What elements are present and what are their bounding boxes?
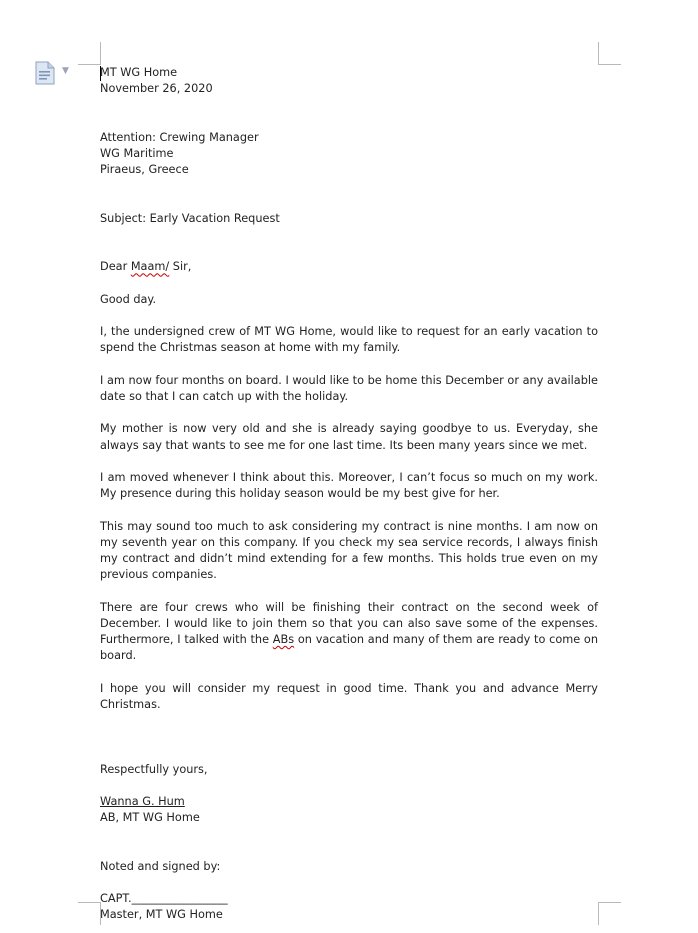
attention-line: Attention: Crewing Manager bbox=[100, 130, 259, 144]
salutation bbox=[100, 259, 598, 275]
crop-mark-top-right bbox=[598, 42, 621, 65]
greeting: Good day. bbox=[100, 292, 157, 306]
captain-signature-line: CAPT._________________ bbox=[100, 892, 228, 906]
paragraph-7: I hope you will consider my request in good time. Thank you and advance Merry Christmas. bbox=[100, 681, 598, 711]
letter-date: November 26, 2020 bbox=[100, 82, 213, 96]
paragraph-6 bbox=[100, 600, 598, 665]
noted-line: Noted and signed by: bbox=[100, 859, 221, 873]
document-icon[interactable] bbox=[34, 61, 56, 85]
subject-line: Subject: Early Vacation Request bbox=[100, 211, 280, 225]
signer-name: Wanna G. Hum bbox=[100, 794, 185, 808]
recipient-location: Piraeus, Greece bbox=[100, 163, 189, 177]
closing: Respectfully yours, bbox=[100, 762, 208, 776]
paragraph-5: This may sound too much to ask considering my contract is nine months. I am now on my seventh year on this company. If you check my sea service records, I always finish my contract and didn’t mind extending for a few months. This holds true even on my previous companies. bbox=[100, 519, 598, 582]
salutation-suffix: Sir, bbox=[169, 260, 192, 274]
recipient-company: WG Maritime bbox=[100, 147, 174, 160]
crop-mark-top-left bbox=[78, 42, 101, 65]
letter-body[interactable] bbox=[100, 65, 598, 924]
signer-title: AB, MT WG Home bbox=[100, 811, 200, 825]
paragraph-1: I, the undersigned crew of MT WG Home, would like to request for an early vacation to spend the Christmas season at home with my family. bbox=[100, 325, 598, 355]
paragraph-2: I am now four months on board. I would like to be home this December or any available date so that I can catch up with the holiday. bbox=[100, 373, 598, 403]
dropdown-arrow-icon[interactable]: ▼ bbox=[62, 66, 69, 76]
paragraph-4: I am moved whenever I think about this. Moreover, I can’t focus so much on my work. My presence during this holiday season would be my best give for her. bbox=[100, 470, 598, 501]
master-title: Master, MT WG Home bbox=[100, 908, 223, 922]
salutation-prefix: Dear bbox=[100, 260, 131, 274]
paragraph-3: My mother is now very old and she is already saying goodbye to us. Everyday, she always say that wants to see me for one last time. Its been many years since we met. bbox=[100, 422, 598, 452]
spelling-flag[interactable]: Maam/ bbox=[130, 260, 170, 274]
crop-mark-bottom-right bbox=[598, 902, 621, 925]
paragraph-6-end: on vacation and many of them are ready to come on board. bbox=[100, 632, 598, 663]
crop-mark-bottom-left bbox=[78, 902, 101, 925]
sender-name: MT WG Home bbox=[100, 66, 178, 79]
paragraph-6-start: There are four crews who will be finishing their contract on the second week of December. I would like to join them so that you can also save some of the expenses. Furthermore, I talked with the bbox=[100, 600, 598, 646]
spelling-flag[interactable]: ABs bbox=[272, 632, 295, 646]
